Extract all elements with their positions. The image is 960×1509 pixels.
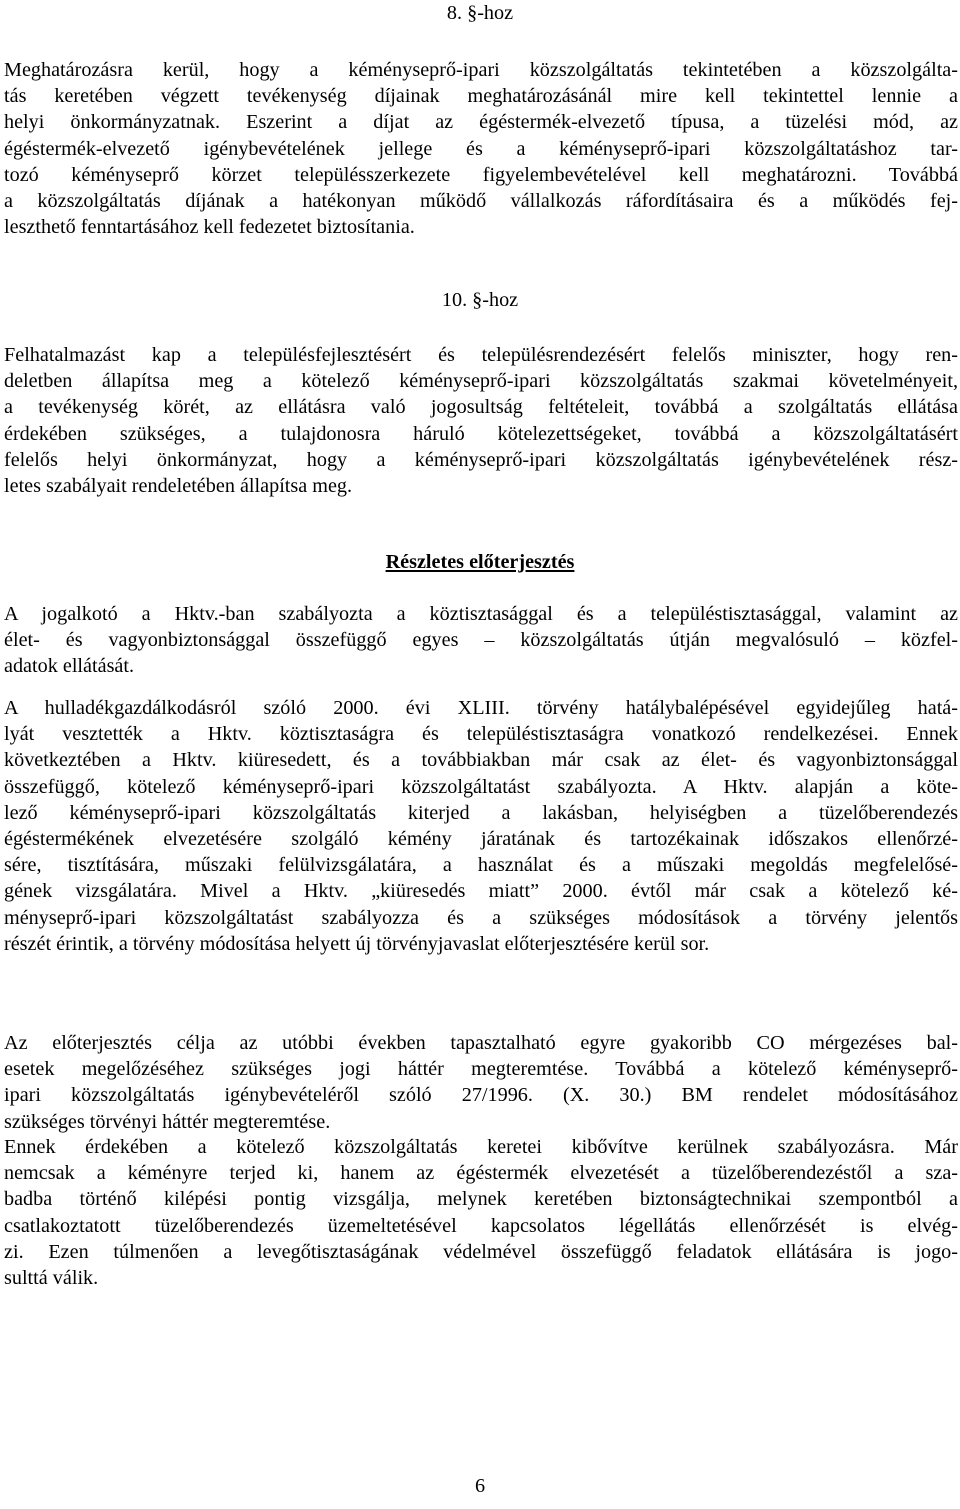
text-line: Felhatalmazást kap a településfejlesztésért és településrendezésért felelős miniszter, hogy ren-	[4, 344, 958, 366]
text-line: adatok ellátását.	[4, 655, 135, 678]
paragraph-proposal-goal	[4, 1030, 958, 1135]
text-line: felelős helyi önkormányzat, hogy a kéményseprő-ipari közszolgáltatás igénybevételének rész-	[4, 448, 958, 471]
text-line: sulttá válik.	[4, 1267, 99, 1290]
text-line: részét érintik, a törvény módosítása helyett új törvényjavaslat előterjesztésére kerül sor.	[4, 932, 710, 955]
text-line: Ennek érdekében a kötelező közszolgáltatás keretei kibővítve kerülnek szabályozásra. Már	[4, 1136, 958, 1158]
section-10-heading: 10. §-hoz	[441, 289, 519, 311]
text-line: égéstermék-elvezető igénybevételének jellege és a kéményseprő-ipari közszolgáltatáshoz tar-	[4, 137, 958, 160]
text-line: tás keretében végzett tevékenység díjainak meghatározásánál mire kell tekintettel lennie a	[4, 85, 958, 108]
text-line: deletben állapítsa meg a kötelező kéményseprő-ipari közszolgáltatás szakmai követelményeit,	[4, 370, 958, 393]
text-line: nemcsak a kéményre terjed ki, hanem az égéstermék elvezetését a tüzelőberendezéstől a sza-	[4, 1162, 958, 1185]
paragraph-hktv-background	[4, 695, 958, 957]
text-line: Meghatározásra kerül, hogy a kéményseprő-ipari közszolgáltatás tekintetében a közszolgálta-	[4, 59, 958, 81]
text-line: badba történő kilépési pontig vizsgálja, melynek keretében biztonságtechnikai szempontból a	[4, 1188, 958, 1211]
text-line: ményseprő-ipari közszolgáltatást szabályozza és a szükséges módosítások a törvény jelentős	[4, 906, 958, 929]
text-line: leszthető fenntartásához kell fedezetet biztosítania.	[4, 216, 415, 239]
paragraph-8-explanation	[4, 57, 958, 240]
text-line: A hulladékgazdálkodásról szóló 2000. évi XLIII. törvény hatálybalépésével egyidejűleg hatá-	[4, 697, 958, 719]
text-line: a közszolgáltatás díjának a hatékonyan működő vállalkozás ráfordításaira és a működés fej-	[4, 190, 958, 213]
text-line: esetek megelőzéséhez szükséges jogi háttér megteremtése. Továbbá a kötelező kéményseprő-	[4, 1058, 958, 1081]
detailed-proposal-heading: Részletes előterjesztés	[385, 551, 575, 573]
text-line: helyi önkormányzatnak. Eszerint a díjat az égéstermék-elvezető típusa, a tüzelési mód, az	[4, 111, 958, 134]
text-line: égéstermékének elvezetésére szolgáló kémény járatának és tartozékainak időszakos ellenőrzé-	[4, 828, 958, 851]
text-line: lyát vesztették a Hktv. köztisztaságra és településtisztaságra vonatkozó rendelkezései. Ennek	[4, 723, 958, 746]
text-line: gének vizsgálatára. Mivel a Hktv. „kiüresedés miatt” 2000. évtől már csak a kötelező ké-	[4, 880, 958, 903]
text-line: letes szabályait rendeletében állapítsa meg.	[4, 475, 353, 498]
section-8-heading: 8. §-hoz	[446, 2, 514, 24]
text-line: szükséges törvényi háttér megteremtése.	[4, 1110, 331, 1133]
paragraph-legislative-history	[4, 601, 958, 680]
page-number: 6	[474, 1475, 486, 1497]
text-line: következtében a Hktv. kiüresedett, és a továbbiakban már csak az élet- és vagyonbiztonsággal	[4, 749, 958, 772]
text-line: tozó kéményseprő körzet településszerkezete figyelembevételével kell meghatározni. Továbbá	[4, 163, 958, 186]
text-line: lező kéményseprő-ipari közszolgáltatás kiterjed a lakásban, helyiségben a tüzelőberendezés	[4, 801, 958, 824]
text-line: A jogalkotó a Hktv.-ban szabályozta a köztisztasággal és a településtisztasággal, valamint az	[4, 603, 958, 625]
paragraph-scope-extension	[4, 1134, 958, 1291]
text-line: sére, tisztítására, műszaki felülvizsgálatára, a használat és a műszaki megoldás megfelelősé-	[4, 854, 958, 877]
text-line: a tevékenység körét, az ellátásra való jogosultság feltételeit, továbbá a szolgáltatás ellátása	[4, 396, 958, 419]
text-line: összefüggő, kötelező kéményseprő-ipari közszolgáltatást szabályozta. A Hktv. alapján a köte-	[4, 775, 958, 798]
text-line: zi. Ezen túlmenően a levegőtisztaságának védelmével összefüggő feladatok ellátására is jogo-	[4, 1240, 958, 1263]
text-line: élet- és vagyonbiztonsággal összefüggő egyes – közszolgáltatás útján megvalósuló – közfel-	[4, 629, 958, 652]
text-line: érdekében szükséges, a tulajdonosra háruló kötelezettségeket, továbbá a közszolgáltatásért	[4, 422, 958, 445]
text-line: ipari közszolgáltatás igénybevételéről szóló 27/1996. (X. 30.) BM rendelet módosításához	[4, 1084, 958, 1107]
text-line: csatlakoztatott tüzelőberendezés üzemeltetésével kapcsolatos légellátás ellenőrzését is elvég-	[4, 1214, 958, 1237]
paragraph-10-explanation	[4, 342, 958, 499]
text-line: Az előterjesztés célja az utóbbi években tapasztalható egyre gyakoribb CO mérgezéses bal-	[4, 1032, 958, 1054]
